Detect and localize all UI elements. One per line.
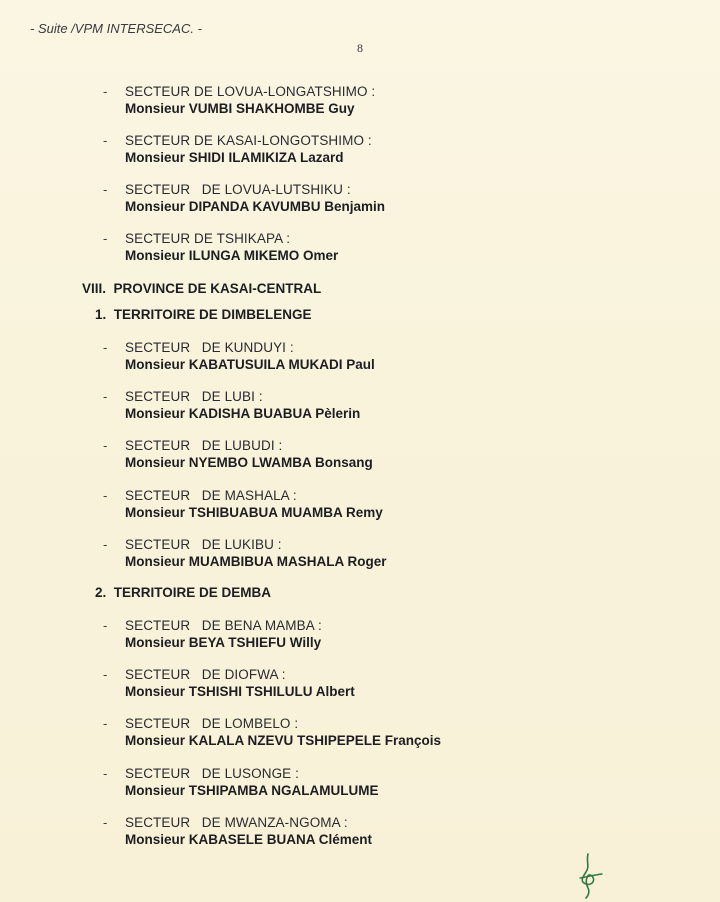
dash-bullet: - [103, 182, 108, 197]
page-number: 8 [357, 41, 363, 55]
secteur-label: SECTEUR DE MWANZA-NGOMA : [125, 815, 348, 830]
appointee-name: Monsieur TSHISHI TSHILULU Albert [125, 684, 355, 699]
territory-heading: 1. TERRITOIRE DE DIMBELENGE [95, 307, 312, 322]
dash-bullet: - [103, 488, 108, 503]
secteur-label: SECTEUR DE KUNDUYI : [125, 340, 294, 355]
dash-bullet: - [103, 84, 108, 99]
territory-heading: 2. TERRITOIRE DE DEMBA [95, 585, 272, 600]
dash-bullet: - [103, 766, 108, 781]
appointee-name: Monsieur KABASELE BUANA Clément [125, 832, 373, 847]
appointee-name: Monsieur KALALA NZEVU TSHIPEPELE François [125, 733, 442, 748]
dash-bullet: - [103, 618, 108, 633]
appointee-name: Monsieur DIPANDA KAVUMBU Benjamin [125, 199, 386, 214]
secteur-label: SECTEUR DE TSHIKAPA : [125, 231, 291, 246]
secteur-label: SECTEUR DE BENA MAMBA : [125, 618, 322, 633]
appointee-name: Monsieur TSHIPAMBA NGALAMULUME [125, 783, 379, 798]
secteur-label: SECTEUR DE LUBI : [125, 389, 263, 404]
secteur-label: SECTEUR DE KASAI-LONGOTSHIMO : [125, 133, 372, 148]
dash-bullet: - [103, 340, 108, 355]
dash-bullet: - [103, 667, 108, 682]
secteur-label: SECTEUR DE LOVUA-LONGATSHIMO : [125, 84, 376, 99]
dash-bullet: - [103, 716, 108, 731]
page-header: - Suite /VPM INTERSECAC. - [30, 21, 202, 36]
secteur-label: SECTEUR DE LOMBELO : [125, 716, 299, 731]
dash-bullet: - [103, 231, 108, 246]
appointee-name: Monsieur VUMBI SHAKHOMBE Guy [125, 101, 355, 116]
secteur-label: SECTEUR DE LUBUDI : [125, 438, 283, 453]
appointee-name: Monsieur ILUNGA MIKEMO Omer [125, 248, 339, 263]
province-heading: VIII. PROVINCE DE KASAI-CENTRAL [82, 281, 322, 296]
appointee-name: Monsieur SHIDI ILAMIKIZA Lazard [125, 150, 344, 165]
appointee-name: Monsieur MUAMBIBUA MASHALA Roger [125, 554, 387, 569]
appointee-name: Monsieur BEYA TSHIEFU Willy [125, 635, 322, 650]
secteur-label: SECTEUR DE LUSONGE : [125, 766, 299, 781]
handwritten-signature-icon [574, 852, 608, 900]
secteur-label: SECTEUR DE DIOFWA : [125, 667, 286, 682]
dash-bullet: - [103, 389, 108, 404]
secteur-label: SECTEUR DE MASHALA : [125, 488, 297, 503]
secteur-label: SECTEUR DE LUKIBU : [125, 537, 282, 552]
dash-bullet: - [103, 438, 108, 453]
dash-bullet: - [103, 537, 108, 552]
appointee-name: Monsieur KADISHA BUABUA Pèlerin [125, 406, 361, 421]
secteur-label: SECTEUR DE LOVUA-LUTSHIKU : [125, 182, 351, 197]
dash-bullet: - [103, 133, 108, 148]
appointee-name: Monsieur NYEMBO LWAMBA Bonsang [125, 455, 373, 470]
dash-bullet: - [103, 815, 108, 830]
appointee-name: Monsieur TSHIBUABUA MUAMBA Remy [125, 505, 383, 520]
appointee-name: Monsieur KABATUSUILA MUKADI Paul [125, 357, 375, 372]
